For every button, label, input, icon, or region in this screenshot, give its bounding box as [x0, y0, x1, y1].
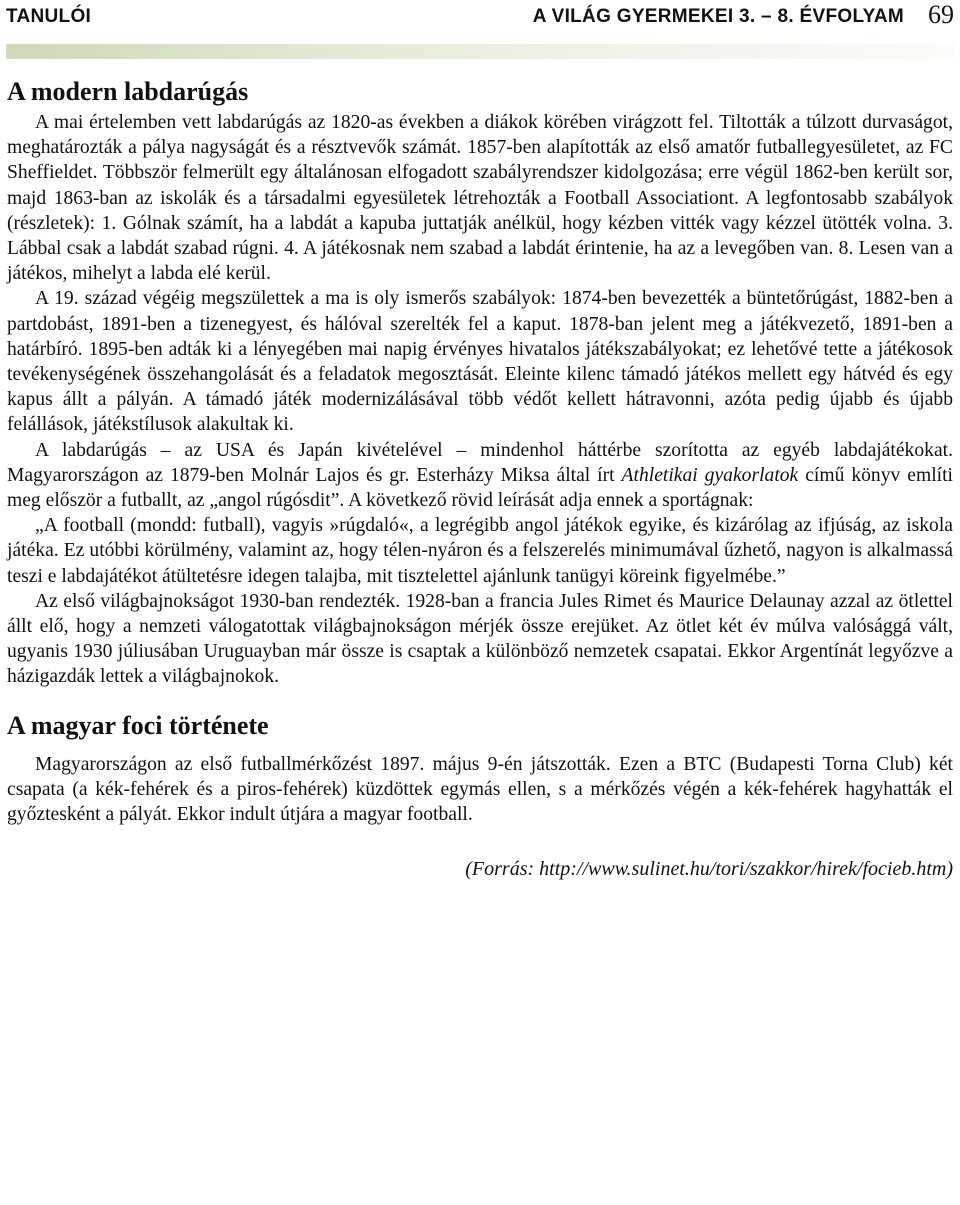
source-citation: (Forrás: http://www.sulinet.hu/tori/szakkor/hirek/focieb.htm) [465, 858, 953, 881]
paragraph: A mai értelemben vett labdarúgás az 1820-as években a diákok körében virágzott fel. Tiltották a túlzott durvaságot, meghatározták a pálya nagyságát és a résztvevők számát. 1857-ben alapították az első amatőr futballegyesületet, az FC Sheffieldet. Többször felmerült egy általánosan elfogadott szabályrendszer kidolgozása; erre végül 1862-ben került sor, majd 1863-ban az iskolák és a társadalmi egyesületek létrehozták a Football Associationt. A legfontosabb szabályok (részletek): 1. Gólnak számít, ha a labdát a kapuba juttatják anélkül, hogy kézben vitték vagy kézzel ütötték volna. 3. Lábbal csak a labdát szabad rúgni. 4. A játékosnak nem szabad a labdát érintenie, ha az a levegőben van. 8. Lesen van a játékos, mihelyt a labda elé kerül. [7, 112, 953, 285]
page-header [6, 0, 954, 32]
paragraph: Magyarországon az első futballmérkőzést 1897. május 9-én játszották. Ezen a BTC (Budapesti Torna Club) két csapata (a kék-fehérek és a piros-fehérek) küzdöttek egymás ellen, s a mérkőzés végén a kék-fehérek hagyhatták el győztesként a pályát. Ekkor indult útjára a magyar football. [7, 753, 953, 826]
paragraph [7, 438, 953, 514]
text-run: A labdarúgás – az USA és Japán kivételével – mindenhol háttérbe szorította az egyéb labdajátékokat. Magyarországon az 1879-ben Molnár Lajos és gr. Esterházy Miksa által írt [7, 439, 953, 486]
book-title: Athletikai gyakorlatok [621, 464, 799, 486]
page-number: 69 [928, 0, 954, 29]
text-run: című könyv említi meg először a futballt, az „angol rúgósdit”. A következő rövid leírását adja ennek a sportágnak: [7, 464, 953, 512]
paragraph: Az első világbajnokságot 1930-ban rendezték. 1928-ban a francia Jules Rimet és Maurice Delaunay azzal az ötlettel állt elő, hogy a nemzeti válogatottak világbajnokságon mérjék össze erejüket. Az ötlet két év múlva valósággá vált, ugyanis 1930 júliusában Uruguayban már össze is csaptak a különböző nemzetek csapatai. Ekkor Argentínát legyőzve a házigazdák lettek a világbajnokok. [7, 590, 953, 688]
article-body [7, 74, 953, 882]
section-heading-hungarian-football: A magyar foci története [7, 710, 269, 740]
header-left-label: TANULÓI [6, 6, 92, 27]
paragraph: A 19. század végéig megszülettek a ma is oly ismerős szabályok: 1874-ben bevezették a büntetőrúgást, 1882-ben a partdobást, 1891-ben a tizenegyest, és hálóval szerelték fel a kaput. 1878-ban jelent meg a játékvezető, 1891-ben a határbíró. 1895-ben adták ki a lényegében mai napig érvényes hivatalos játékszabályokat; ez lehetővé tette a játékosok tevékenységének összehangolását és a feladatok megosztását. Eleinte kilenc támadó játékos mellett egy hátvéd és egy kapus állt a pályán. A támadó játék modernizálásával több védőt kellett hátravonni, azóta pedig újabb és újabb felállások, játékstílusok alakultak ki. [7, 288, 953, 436]
header-divider [6, 44, 954, 59]
header-title: A VILÁG GYERMEKEI 3. – 8. ÉVFOLYAM [532, 6, 904, 27]
section-heading-modern-football: A modern labdarúgás [7, 77, 249, 106]
quote-paragraph: „A football (mondd: futball), vagyis »rúgdaló«, a legrégibb angol játékok egyike, és kizárólag az ifjúság, az iskola játéka. Ez utóbbi körülmény, valamint az, hogy télen-nyáron és a felszerelés minimumával űzhető, nagyon is alkalmassá teszi e labdajátékot átültetésre idegen talajba, mit tisztelettel ajánlunk tanügyi köreink figyelmébe.” [7, 515, 953, 587]
